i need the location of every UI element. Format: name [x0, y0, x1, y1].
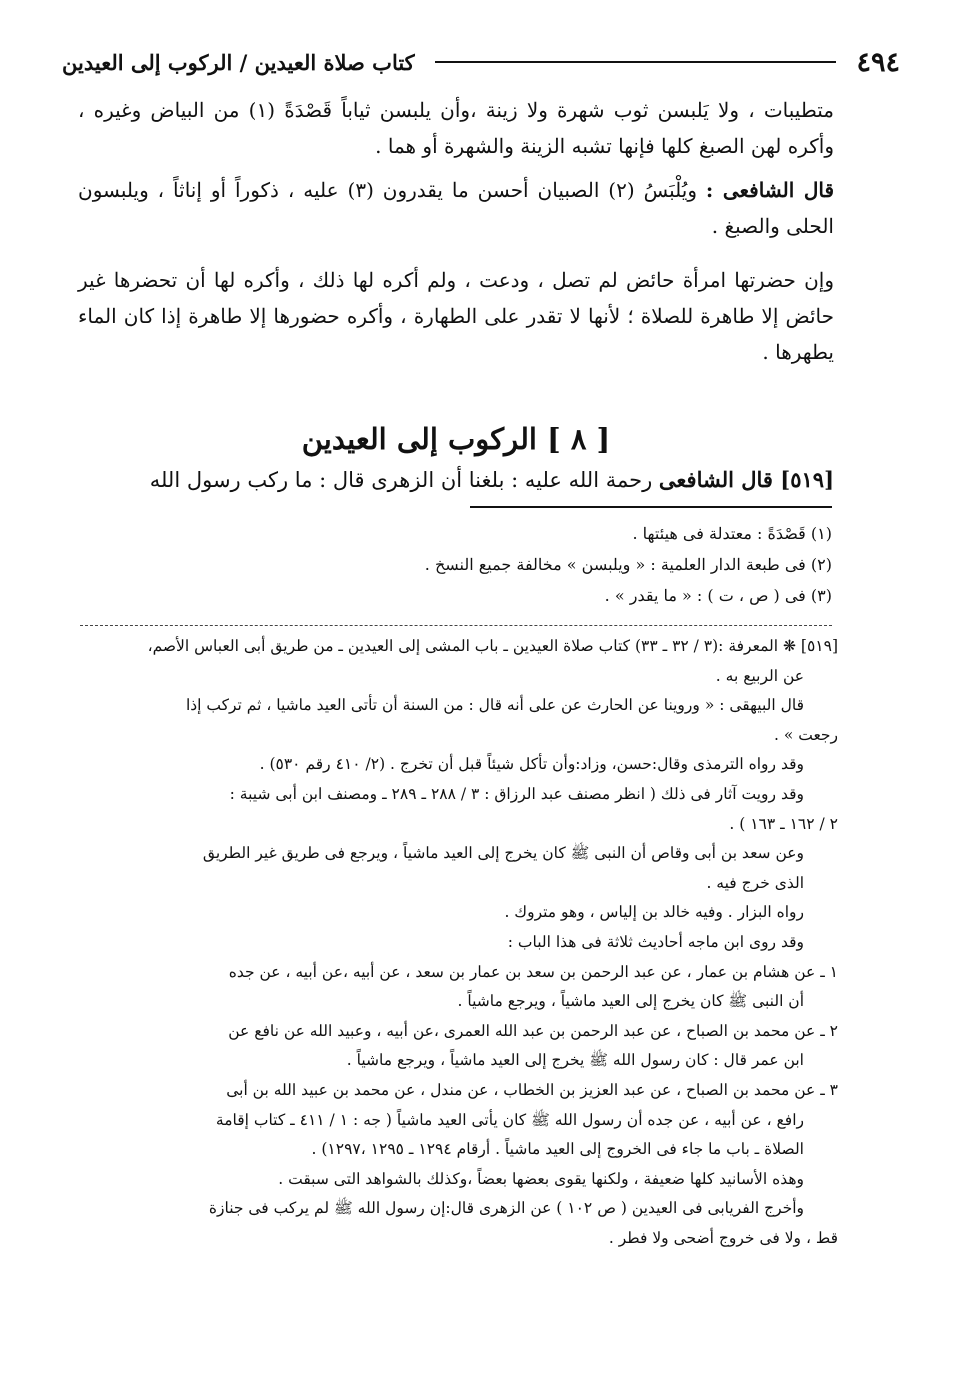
- takhrij-line: عن الربيع به .: [715, 666, 804, 685]
- main-text: [78, 92, 834, 378]
- paragraph-1: متطيبات ، ولا يَلبسن ثوب شهرة ولا زينة ،وأن يلبسن ثياباً قَصْدَةً (١) من البياض وغيره ، وأكره لهن الصبغ كلها فإنها تشبه الزينة والشهرة أو هما .: [78, 98, 834, 158]
- paragraph-2-text: ويُلْبَسُ (٢) الصبيان أحسن ما يقدرون (٣) عليه ، ذكوراً أو إناثاً ، ويلبسون الحلى والصبغ .: [78, 178, 834, 238]
- takhrij-separator: [80, 625, 832, 626]
- takhrij-line: ابن عمر قال : كان رسول الله ﷺ يخرج إلى العيد ماشياً ، ويرجع ماشياً .: [346, 1051, 804, 1070]
- takhrij-line: وأخرج الفريابى فى العيدين ( ص ١٠٢ ) عن الزهرى قال:إن رسول الله ﷺ لم يركب فى جنازة: [208, 1199, 804, 1218]
- takhrij-section: [78, 632, 838, 1253]
- takhrij-line: قال البيهقى : « وروينا عن الحارث عن على أنه قال : من السنة أن تأتى العيد ماشيا ، ثم تركب إذا: [185, 696, 804, 715]
- narration-speaker: قال الشافعى: [658, 467, 781, 492]
- narration-text: رحمة الله عليه : بلغنا أن الزهرى قال : ما ركب رسول الله: [149, 468, 659, 492]
- running-title: كتاب صلاة العيدين / الركوب إلى العيدين: [62, 49, 415, 75]
- takhrij-line: وقد روى ابن ماجه أحاديث ثلاثة فى هذا الباب :: [507, 932, 804, 951]
- footnote-1: (١) قَصْدَةً : معتدلة فى هيئتها .: [632, 524, 832, 543]
- narration-number: [٥١٩]: [780, 467, 834, 492]
- takhrij-line: ٣ ـ عن محمد بن الصباح ، عن عبد العزيز بن الخطاب ، عن مندل ، عن محمد بن عبيد الله بن أبى: [226, 1080, 838, 1099]
- speaker-label: قال الشافعى :: [705, 178, 834, 202]
- footnote-3: (٣) فى ( ص ، ت ) : « ما يقدر » .: [604, 586, 832, 605]
- takhrij-line: الذى خرج فيه .: [706, 873, 804, 892]
- narration-519: [78, 462, 834, 498]
- takhrij-line: رواه البزار . وفيه خالد بن إلياس ، وهو متروك .: [504, 903, 804, 922]
- takhrij-line: الصلاة ـ باب ما جاء فى الخروج إلى العيد ماشياً . أرقام ١٢٩٤ ـ ١٢٩٥ ،١٢٩٧) .: [311, 1140, 804, 1159]
- takhrij-line: [٥١٩] ❋ المعرفة :(٣ / ٣٢ ـ ٣٣) كتاب صلاة العيدين ـ باب المشى إلى العيدين ـ من طريق أبى العباس الأصم،: [147, 637, 838, 655]
- takhrij-line: أن النبى ﷺ كان يخرج إلى العيد ماشياً ، ويرجع ماشياً .: [457, 992, 804, 1011]
- takhrij-line: ٢ ـ عن محمد بن الصباح ، عن عبد الرحمن بن عبد الله العمرى ،عن أبيه ، وعبيد الله عن نافع عن: [228, 1021, 838, 1040]
- footnotes: [160, 518, 832, 611]
- takhrij-line: رافع ، عن أبيه ، عن جده أن رسول الله ﷺ كان يأتى العيد ماشياً ( جه : ١ / ٤١١ ـ كتاب إقامة: [215, 1110, 804, 1129]
- header-rule: [435, 61, 837, 63]
- takhrij-line: وهذه الأسانيد كلها ضعيفة ، ولكنها يقوى بعضها بعضاً ،وكذلك بالشواهد التى سبقت .: [278, 1169, 804, 1188]
- takhrij-line: وعن سعد بن أبى وقاص أن النبى ﷺ كان يخرج إلى العيد ماشياً ، ويرجع فى طريق غير الطريق: [202, 844, 804, 863]
- footnote-rule: [470, 506, 832, 508]
- page-number: ٤٩٤: [856, 46, 900, 78]
- takhrij-line: وقد رويت آثار فى ذلك ( انظر مصنف عبد الرزاق : ٣ / ٢٨٨ ـ ٢٨٩ ـ ومصنف ابن أبى شيبة :: [229, 784, 804, 803]
- takhrij-line: ٢ / ١٦٢ ـ ١٦٣ ) .: [729, 814, 838, 833]
- takhrij-line: قط ، ولا فى خروج أضحى ولا فطر .: [608, 1228, 838, 1247]
- paragraph-2: [78, 172, 834, 244]
- chapter-title: [ ٨ ] الركوب إلى العيدين: [301, 422, 611, 456]
- paragraph-3: وإن حضرتها امرأة حائض لم تصل ، ودعت ، ولم أكره لها ذلك ، وأكره لها أن تحضرها غير حائض إلا طاهرة للصلاة ؛ لأنها لا تقدر على الطهارة ، وأكره حضورها إلا طاهرة إذا كان الماء يطهرها .: [78, 268, 834, 364]
- footnote-2: (٢) فى طبعة الدار العلمية : « ويلبسن » مخالفة جميع النسخ .: [424, 555, 832, 574]
- takhrij-line: ١ ـ عن هشام بن عمار ، عن عبد الرحمن بن سعد بن عمار بن سعد ، عن أبيه ،عن أبيه ، عن جده: [228, 962, 838, 981]
- page-header: [62, 42, 900, 82]
- takhrij-line: وقد رواه الترمذى وقال:حسن، وزاد:وأن تأكل شيئاً قبل أن تخرج . (٢/ ٤١٠ رقم ٥٣٠) .: [259, 755, 804, 774]
- takhrij-line: رجعت » .: [773, 725, 838, 744]
